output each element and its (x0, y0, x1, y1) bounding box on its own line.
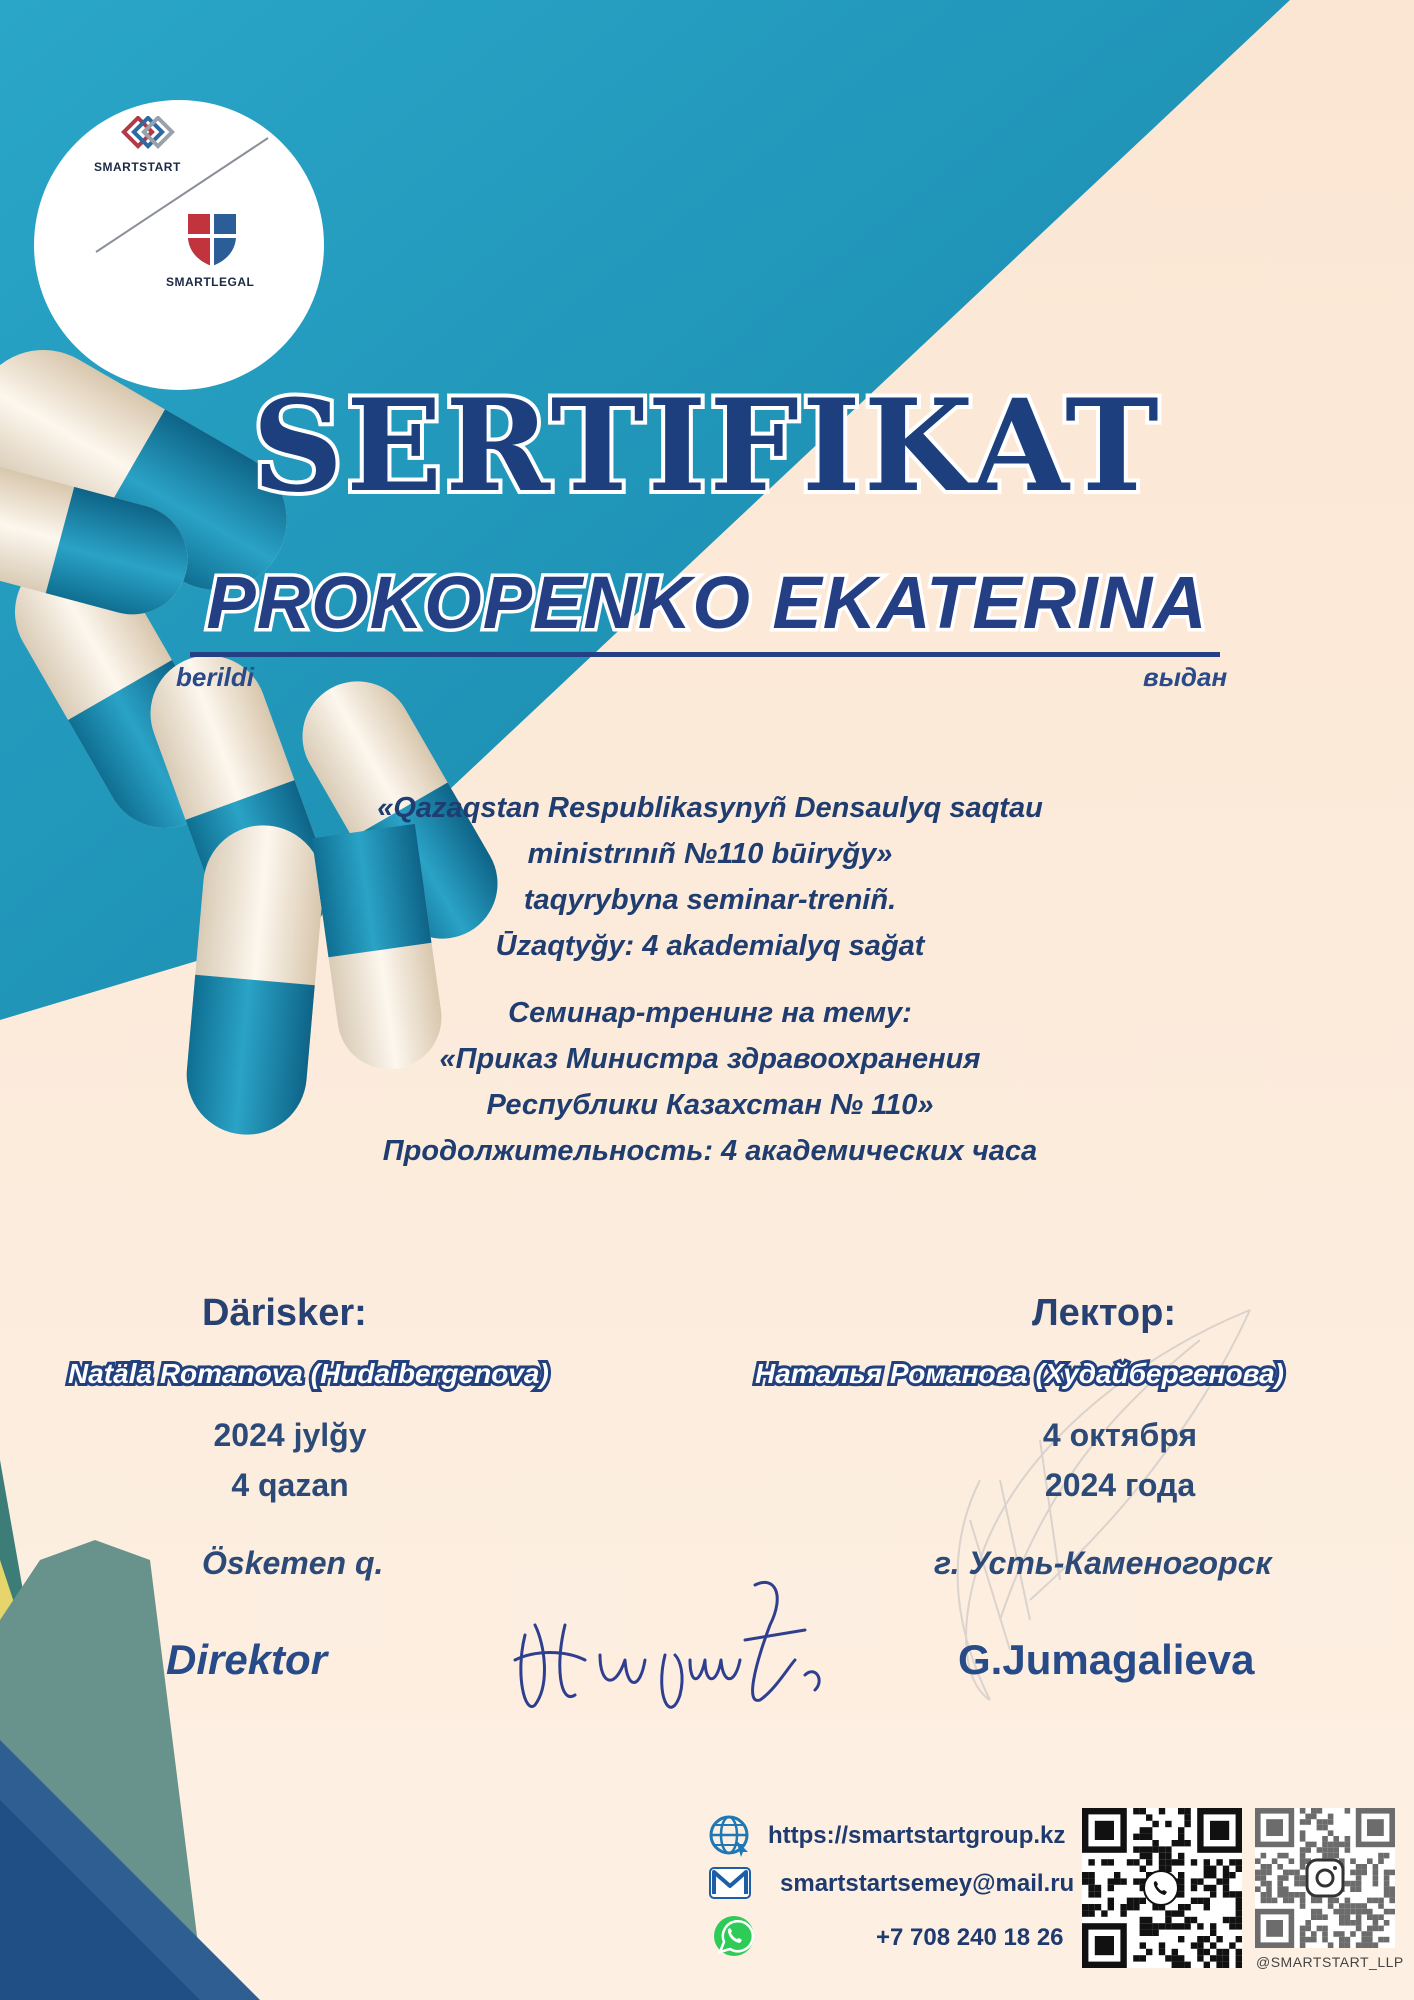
lecturer-name-ru: Наталья Романова (Худайбергенова) (755, 1358, 1284, 1389)
director-name: G.Jumagalieva (958, 1636, 1255, 1683)
issued-label-kz: berildi (176, 662, 255, 692)
description-kz-line: «Qazaqstan Respublikasynyñ Densaulyq saqtau (377, 792, 1043, 824)
globe-icon (706, 1812, 752, 1858)
mail-icon (708, 1866, 752, 1900)
smartlegal-logo-text: SMARTLEGAL (166, 275, 255, 289)
description-kz (240, 785, 1180, 969)
instagram-handle: @SMARTSTART_LLP (1256, 1954, 1404, 1970)
date-ru-day: 4 октября (1042, 1417, 1198, 1453)
whatsapp-icon (712, 1914, 756, 1958)
recipient-name: PROKOPENKO EKATERINA (206, 561, 1208, 644)
description-ru (240, 990, 1180, 1174)
description-ru-line: «Приказ Министра здравоохранения (439, 1043, 981, 1075)
description-ru-line: Республики Казахстан № 110» (486, 1089, 934, 1121)
date-ru (1000, 1410, 1240, 1510)
smartstart-logo-text: SMARTSTART (94, 160, 181, 174)
director-role: Direktor (166, 1636, 328, 1683)
city-kz: Öskemen q. (202, 1545, 384, 1581)
description-ru-line: Семинар-тренинг на тему: (508, 997, 912, 1029)
certificate-title: SERTIFIKAT (252, 372, 1162, 520)
smartstart-logo-icon (114, 116, 178, 156)
date-kz-day: 4 qazan (231, 1467, 349, 1503)
date-kz (180, 1410, 400, 1510)
description-kz-line: Ūzaqtyğy: 4 akademialyq sağat (495, 930, 925, 962)
date-ru-year: 2024 года (1044, 1467, 1196, 1503)
smartlegal-shield-icon (184, 208, 240, 268)
issued-label-ru: выдан (1143, 662, 1228, 692)
director-signature (505, 1565, 885, 1755)
city-ru: г. Усть-Каменогорск (934, 1545, 1272, 1581)
logo-circle (34, 100, 324, 390)
logo-divider-line (34, 100, 324, 390)
lecturer-name-kz: Natälä Romanova (Hudaibergenova) (68, 1358, 549, 1389)
email-link[interactable]: smartstartsemey@mail.ru (780, 1870, 1075, 1897)
whatsapp-icon (1143, 1870, 1179, 1906)
instagram-icon (1305, 1858, 1345, 1898)
description-kz-line: taqyrybyna seminar-treniñ. (523, 884, 897, 916)
date-kz-year: 2024 jylğy (213, 1417, 367, 1453)
phone-number[interactable]: +7 708 240 18 26 (876, 1924, 1064, 1951)
recipient-underline (190, 652, 1220, 657)
description-ru-line: Продолжительность: 4 академических часа (382, 1135, 1038, 1167)
description-kz-line: ministrınıñ №110 būiryğy» (527, 838, 893, 870)
website-link[interactable]: https://smartstartgroup.kz (768, 1822, 1066, 1849)
lecturer-label-ru: Лектор: (1032, 1292, 1177, 1334)
lecturer-label-kz: Därisker: (202, 1292, 367, 1334)
